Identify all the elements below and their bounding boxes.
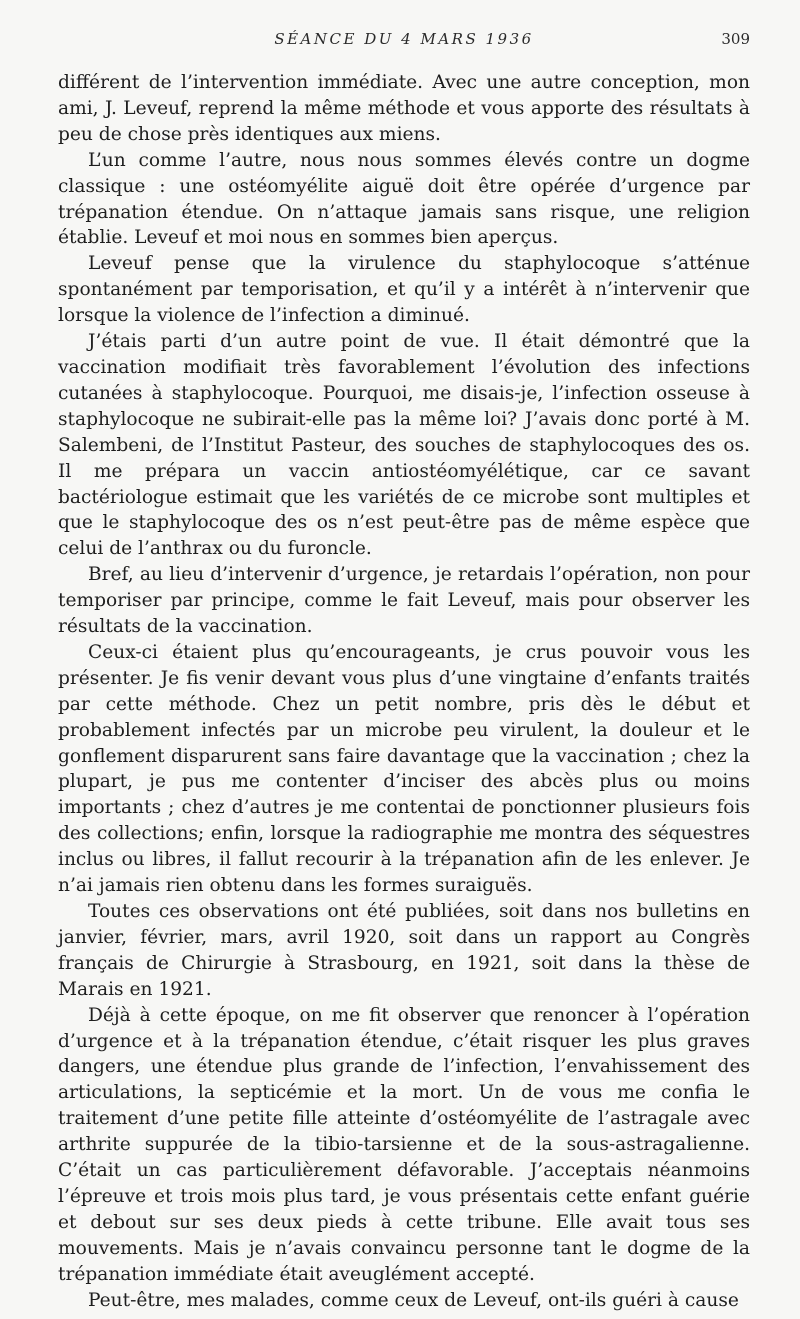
paragraph-2: L’un comme l’autre, nous nous sommes élevés contre un dogme classique : une ostéomyélite aiguë doit être opérée d’urgence par trépanation étendue. On n’attaque jamais sans risque, une religion établie. Leveuf et moi nous en sommes bien aperçus.	[58, 149, 750, 249]
page-number: 309	[721, 30, 750, 48]
paragraph-9: Peut-être, mes malades, comme ceux de Leveuf, ont-ils guéri à cause	[88, 1289, 739, 1311]
paragraph-6: Ceux-ci étaient plus qu’encourageants, je crus pouvoir vous les présenter. Je fis venir devant vous plus d’une vingtaine d’enfants traités par cette méthode. Chez un petit nombre, pris dès le début et probablement infectés par un microbe peu virulent, la douleur et le gonflement disparurent sans faire davantage que la vaccination ; chez la plupart, je pus me contenter d’inciser des abcès plus ou moins importants ; chez d’autres je me contentai de ponctionner plusieurs fois des collections; enfin, lorsque la radiographie me montra des séquestres inclus ou libres, il fallut recourir à la trépanation afin de les enlever. Je n’ai jamais rien obtenu dans les formes suraiguës.	[58, 641, 750, 897]
running-title: SÉANCE DU 4 MARS 1936	[274, 30, 534, 48]
paragraph-7: Toutes ces observations ont été publiées, soit dans nos bulletins en janvier, février, mars, avril 1920, soit dans un rapport au Congrès français de Chirurgie à Strasbourg, en 1921, soit dans la thèse de Marais en 1921.	[58, 901, 750, 1000]
running-header	[58, 30, 750, 54]
paragraph-8: Déjà à cette époque, on me fit observer que renoncer à l’opération d’urgence et à la trépanation étendue, c’était risquer les plus graves dangers, une étendue plus grande de l’infection, l’envahissement des articulations, la septicémie et la mort. Un de vous me confia le traitement d’une petite fille atteinte d’ostéomyélite de l’astragale avec arthrite suppurée de la tibio-tarsienne et de la sous-astragalienne. C’était un cas particulièrement défavorable. J’acceptais néanmoins l’épreuve et trois mois plus tard, je vous présentais cette enfant guérie et debout sur ses deux pieds à cette tribune. Elle avait tous ses mouvements. Mais je n’avais convaincu personne tant le dogme de la trépanation immédiate était aveuglément accepté.	[58, 1004, 750, 1285]
paragraph-1: différent de l’intervention immédiate. Avec une autre conception, mon ami, J. Leveuf, reprend la même méthode et vous apporte des résultats à peu de chose près identiques aux miens.	[58, 72, 750, 145]
body-text	[58, 70, 750, 1314]
paragraph-4: J’étais parti d’un autre point de vue. Il était démontré que la vaccination modifiait très favorablement l’évolution des infections cutanées à staphylocoque. Pourquoi, me disais-je, l’infection osseuse à staphylocoque ne subirait-elle pas la même loi? J’avais donc porté à M. Salembeni, de l’Institut Pasteur, des souches de staphylocoques des os. Il me prépara un vaccin antiostéomyélétique, car ce savant bactériologue estimait que les variétés de ce microbe sont multiples et que le staphylocoque des os n’est peut-être pas de même espèce que celui de l’anthrax ou du furoncle.	[58, 331, 750, 560]
paragraph-3: Leveuf pense que la virulence du staphylocoque s’atténue spontanément par temporisation, et qu’il y a intérêt à n’intervenir que lorsque la violence de l’infection a diminué.	[58, 253, 750, 327]
paragraph-5: Bref, au lieu d’intervenir d’urgence, je retardais l’opération, non pour temporiser par principe, comme le fait Leveuf, mais pour observer les résultats de la vaccination.	[58, 564, 750, 638]
